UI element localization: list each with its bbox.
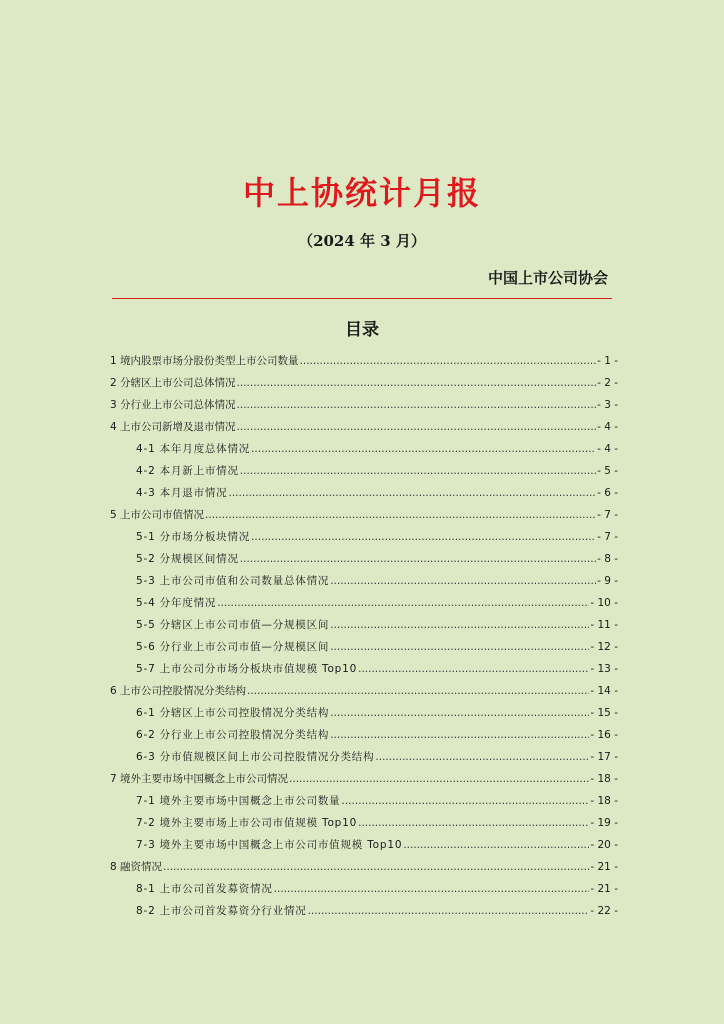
toc-subsection-link[interactable] bbox=[110, 592, 618, 614]
toc-subsection-link[interactable] bbox=[110, 790, 618, 812]
toc-entry-label: 5-1 分市场分板块情况 bbox=[136, 531, 251, 543]
toc-page-number: - 14 - bbox=[590, 685, 618, 697]
toc-subsection-link[interactable] bbox=[110, 526, 618, 548]
toc-entry-label: 6-2 分行业上市公司控股情况分类结构 bbox=[136, 729, 330, 741]
toc-page-number: - 7 - bbox=[597, 531, 618, 543]
toc-page-number: - 5 - bbox=[597, 465, 618, 477]
toc-dot-leader bbox=[330, 636, 589, 658]
table-of-contents bbox=[110, 350, 618, 922]
toc-page-number: - 6 - bbox=[597, 487, 618, 499]
toc-page-number: - 8 - bbox=[597, 553, 618, 565]
toc-page-number: - 4 - bbox=[597, 421, 618, 433]
toc-dot-leader bbox=[205, 504, 596, 526]
toc-entry-label: 5-6 分行业上市公司市值—分规模区间 bbox=[136, 641, 330, 653]
toc-entry-label: 7-2 境外主要市场上市公司市值规模 Top10 bbox=[136, 817, 358, 829]
toc-dot-leader bbox=[240, 460, 596, 482]
toc-page-number: - 2 - bbox=[597, 377, 618, 389]
toc-entry-label: 1 境内股票市场分股份类型上市公司数量 bbox=[110, 355, 299, 367]
toc-page-number: - 3 - bbox=[597, 399, 618, 411]
toc-entry-label: 8 融资情况 bbox=[110, 861, 163, 873]
toc-page-number: - 21 - bbox=[590, 883, 618, 895]
header-divider bbox=[112, 298, 612, 299]
toc-dot-leader bbox=[237, 416, 597, 438]
toc-section-link[interactable] bbox=[110, 680, 618, 702]
toc-entry-label: 4-1 本年月度总体情况 bbox=[136, 443, 251, 455]
toc-section-link[interactable] bbox=[110, 856, 618, 878]
toc-entry-label: 8-2 上市公司首发募资分行业情况 bbox=[136, 905, 307, 917]
toc-entry-label: 8-1 上市公司首发募资情况 bbox=[136, 883, 273, 895]
toc-entry-label: 5-2 分规模区间情况 bbox=[136, 553, 239, 565]
toc-page-number: - 17 - bbox=[590, 751, 618, 763]
toc-subsection-link[interactable] bbox=[110, 438, 618, 460]
toc-section-link[interactable] bbox=[110, 394, 618, 416]
toc-page-number: - 16 - bbox=[590, 729, 618, 741]
toc-dot-leader bbox=[247, 680, 589, 702]
toc-page-number: - 7 - bbox=[597, 509, 618, 521]
toc-dot-leader bbox=[330, 724, 589, 746]
toc-entry-label: 6-3 分市值规模区间上市公司控股情况分类结构 bbox=[136, 751, 375, 763]
toc-entry-label: 2 分辖区上市公司总体情况 bbox=[110, 377, 236, 389]
toc-dot-leader bbox=[342, 790, 590, 812]
toc-dot-leader bbox=[274, 878, 590, 900]
toc-dot-leader bbox=[308, 900, 590, 922]
toc-entry-label: 5-3 上市公司市值和公司数量总体情况 bbox=[136, 575, 330, 587]
toc-subsection-link[interactable] bbox=[110, 570, 618, 592]
toc-subsection-link[interactable] bbox=[110, 658, 618, 680]
toc-entry-label: 5-5 分辖区上市公司市值—分规模区间 bbox=[136, 619, 330, 631]
toc-entry-label: 4-3 本月退市情况 bbox=[136, 487, 228, 499]
toc-entry-label: 7 境外主要市场中国概念上市公司情况 bbox=[110, 773, 289, 785]
toc-subsection-link[interactable] bbox=[110, 636, 618, 658]
toc-page-number: - 1 - bbox=[597, 355, 618, 367]
toc-subsection-link[interactable] bbox=[110, 724, 618, 746]
toc-subsection-link[interactable] bbox=[110, 746, 618, 768]
toc-entry-label: 5 上市公司市值情况 bbox=[110, 509, 205, 521]
toc-entry-label: 5-7 上市公司分市场分板块市值规模 Top10 bbox=[136, 663, 358, 675]
toc-entry-label: 6 上市公司控股情况分类结构 bbox=[110, 685, 247, 697]
toc-dot-leader bbox=[229, 482, 597, 504]
toc-entry-label: 4 上市公司新增及退市情况 bbox=[110, 421, 236, 433]
toc-subsection-link[interactable] bbox=[110, 548, 618, 570]
toc-dot-leader bbox=[300, 350, 597, 372]
toc-page-number: - 9 - bbox=[597, 575, 618, 587]
toc-page-number: - 20 - bbox=[590, 839, 618, 851]
toc-section-link[interactable] bbox=[110, 350, 618, 372]
toc-entry-label: 6-1 分辖区上市公司控股情况分类结构 bbox=[136, 707, 330, 719]
toc-dot-leader bbox=[217, 592, 589, 614]
toc-page-number: - 15 - bbox=[590, 707, 618, 719]
toc-dot-leader bbox=[237, 394, 597, 416]
toc-dot-leader bbox=[163, 856, 589, 878]
toc-dot-leader bbox=[375, 746, 589, 768]
toc-subsection-link[interactable] bbox=[110, 878, 618, 900]
toc-subsection-link[interactable] bbox=[110, 812, 618, 834]
toc-dot-leader bbox=[330, 614, 589, 636]
toc-dot-leader bbox=[403, 834, 589, 856]
toc-dot-leader bbox=[289, 768, 589, 790]
toc-subsection-link[interactable] bbox=[110, 482, 618, 504]
toc-section-link[interactable] bbox=[110, 416, 618, 438]
toc-page-number: - 18 - bbox=[590, 795, 618, 807]
toc-subsection-link[interactable] bbox=[110, 834, 618, 856]
toc-page-number: - 12 - bbox=[590, 641, 618, 653]
organization-name: 中国上市公司协会 bbox=[487, 269, 608, 287]
report-title: 中上协统计月报 bbox=[242, 174, 481, 212]
toc-page-number: - 10 - bbox=[590, 597, 618, 609]
toc-heading: 目录 bbox=[345, 320, 379, 340]
toc-section-link[interactable] bbox=[110, 372, 618, 394]
toc-subsection-link[interactable] bbox=[110, 614, 618, 636]
toc-entry-label: 7-3 境外主要市场中国概念上市公司市值规模 Top10 bbox=[136, 839, 403, 851]
toc-entry-label: 4-2 本月新上市情况 bbox=[136, 465, 239, 477]
toc-section-link[interactable] bbox=[110, 504, 618, 526]
toc-page-number: - 21 - bbox=[590, 861, 618, 873]
toc-page-number: - 4 - bbox=[597, 443, 618, 455]
toc-page-number: - 22 - bbox=[590, 905, 618, 917]
toc-subsection-link[interactable] bbox=[110, 900, 618, 922]
toc-dot-leader bbox=[251, 526, 596, 548]
toc-subsection-link[interactable] bbox=[110, 460, 618, 482]
toc-dot-leader bbox=[240, 548, 596, 570]
toc-page-number: - 19 - bbox=[590, 817, 618, 829]
toc-dot-leader bbox=[330, 570, 596, 592]
toc-page-number: - 13 - bbox=[590, 663, 618, 675]
toc-dot-leader bbox=[358, 658, 589, 680]
toc-section-link[interactable] bbox=[110, 768, 618, 790]
toc-page-number: - 18 - bbox=[590, 773, 618, 785]
report-date: （2024 年 3 月） bbox=[298, 232, 426, 250]
toc-subsection-link[interactable] bbox=[110, 702, 618, 724]
toc-dot-leader bbox=[237, 372, 597, 394]
toc-dot-leader bbox=[251, 438, 596, 460]
toc-dot-leader bbox=[358, 812, 589, 834]
toc-entry-label: 5-4 分年度情况 bbox=[136, 597, 217, 609]
toc-entry-label: 7-1 境外主要市场中国概念上市公司数量 bbox=[136, 795, 341, 807]
toc-entry-label: 3 分行业上市公司总体情况 bbox=[110, 399, 236, 411]
toc-page-number: - 11 - bbox=[590, 619, 618, 631]
toc-dot-leader bbox=[330, 702, 589, 724]
